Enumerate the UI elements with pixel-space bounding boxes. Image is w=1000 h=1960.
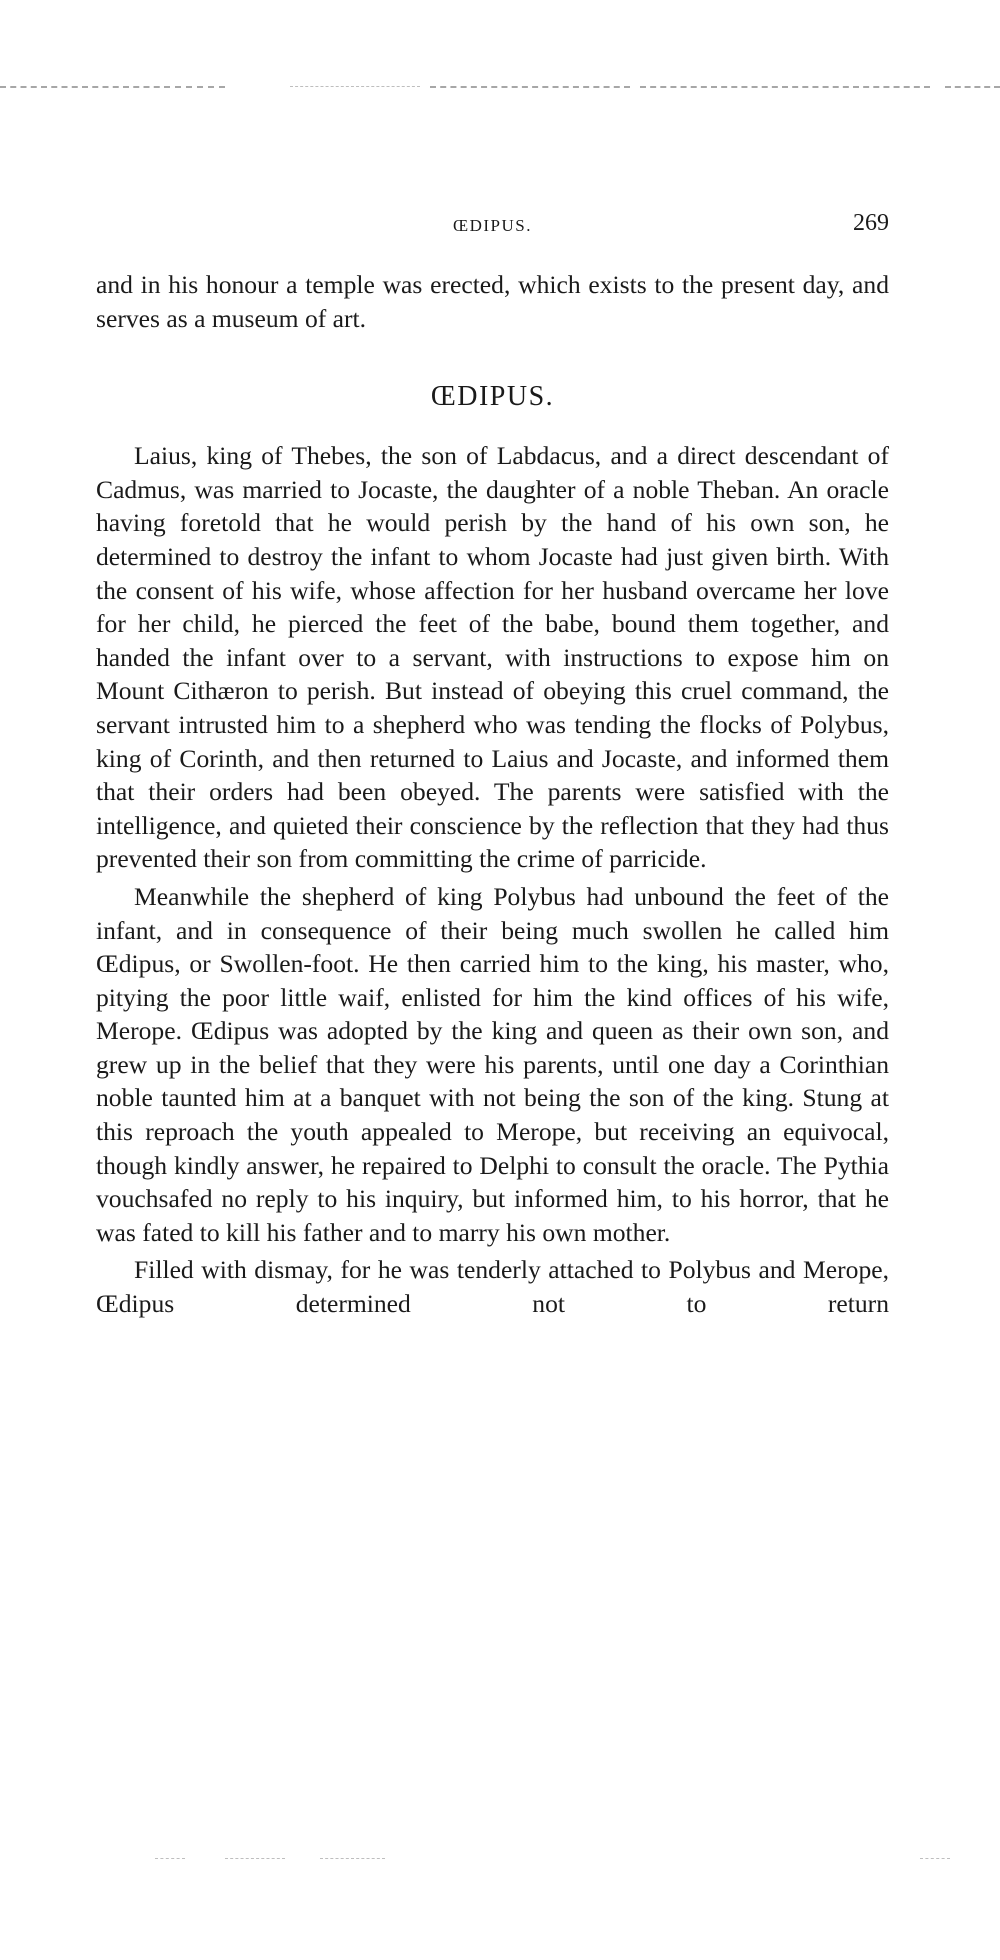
running-title: ŒDIPUS. (453, 216, 532, 235)
scan-edge-line (320, 1858, 385, 1859)
running-head (96, 210, 889, 240)
scan-edge-line (0, 86, 170, 88)
scan-edge-line (225, 1858, 285, 1859)
scan-edge-line (290, 86, 420, 87)
scan-edge-line (640, 86, 930, 88)
scan-edge-line (155, 1858, 185, 1859)
paragraph: Filled with dismay, for he was tenderly attached to Polybus and Merope, Œdipus determined not to return (96, 1255, 889, 1319)
scan-edge-line (430, 86, 630, 88)
scan-edge-line (920, 1858, 950, 1859)
paragraph: Laius, king of Thebes, the son of Labdacus, and a direct descendant of Cadmus, was married to Jocaste, the daughter of a noble Theban. An oracle having foretold that he would perish by the hand of his own son, he determined to destroy the infant to whom Jocaste had just given birth. With the consent of his wife, whose affection for her husband overcame her love for her child, he pierced the feet of the babe, bound them together, and handed the infant over to a servant, with instructions to expose him on Mount Cithæron to perish. But instead of obeying this cruel command, the servant intrusted him to a shepherd who was tending the flocks of Polybus, king of Corinth, and then returned to Laius and Jocaste, and informed them that their orders had been obeyed. The parents were satisfied with the intelligence, and quieted their conscience by the reflection that they had thus prevented their son from committing the crime of parricide. (96, 441, 889, 874)
chapter-title: ŒDIPUS. (430, 381, 555, 413)
opening-paragraph: and in his honour a temple was erected, which exists to the present day, and serves as a museum of art. (96, 270, 889, 333)
paragraph: Meanwhile the shepherd of king Polybus had unbound the feet of the infant, and in consequence of their being much swollen he called him Œdipus, or Swollen-foot. He then carried him to the king, his master, who, pitying the poor little waif, enlisted for him the kind offices of his wife, Merope. Œdipus was adopted by the king and queen as their own son, and grew up in the belief that they were his parents, until one day a Corinthian noble taunted him at a banquet with not being the son of the king. Stung at this reproach the youth appealed to Merope, but receiving an equivocal, though kindly answer, he repaired to Delphi to consult the oracle. The Pythia vouchsafed no reply to his inquiry, but informed him, to his horror, that he was fated to kill his father and to marry his own mother. (96, 881, 889, 1247)
scan-edge-line (175, 86, 225, 88)
scan-edge-line (945, 86, 1000, 88)
page-number: 269 (853, 210, 889, 236)
body-text (96, 268, 889, 1321)
